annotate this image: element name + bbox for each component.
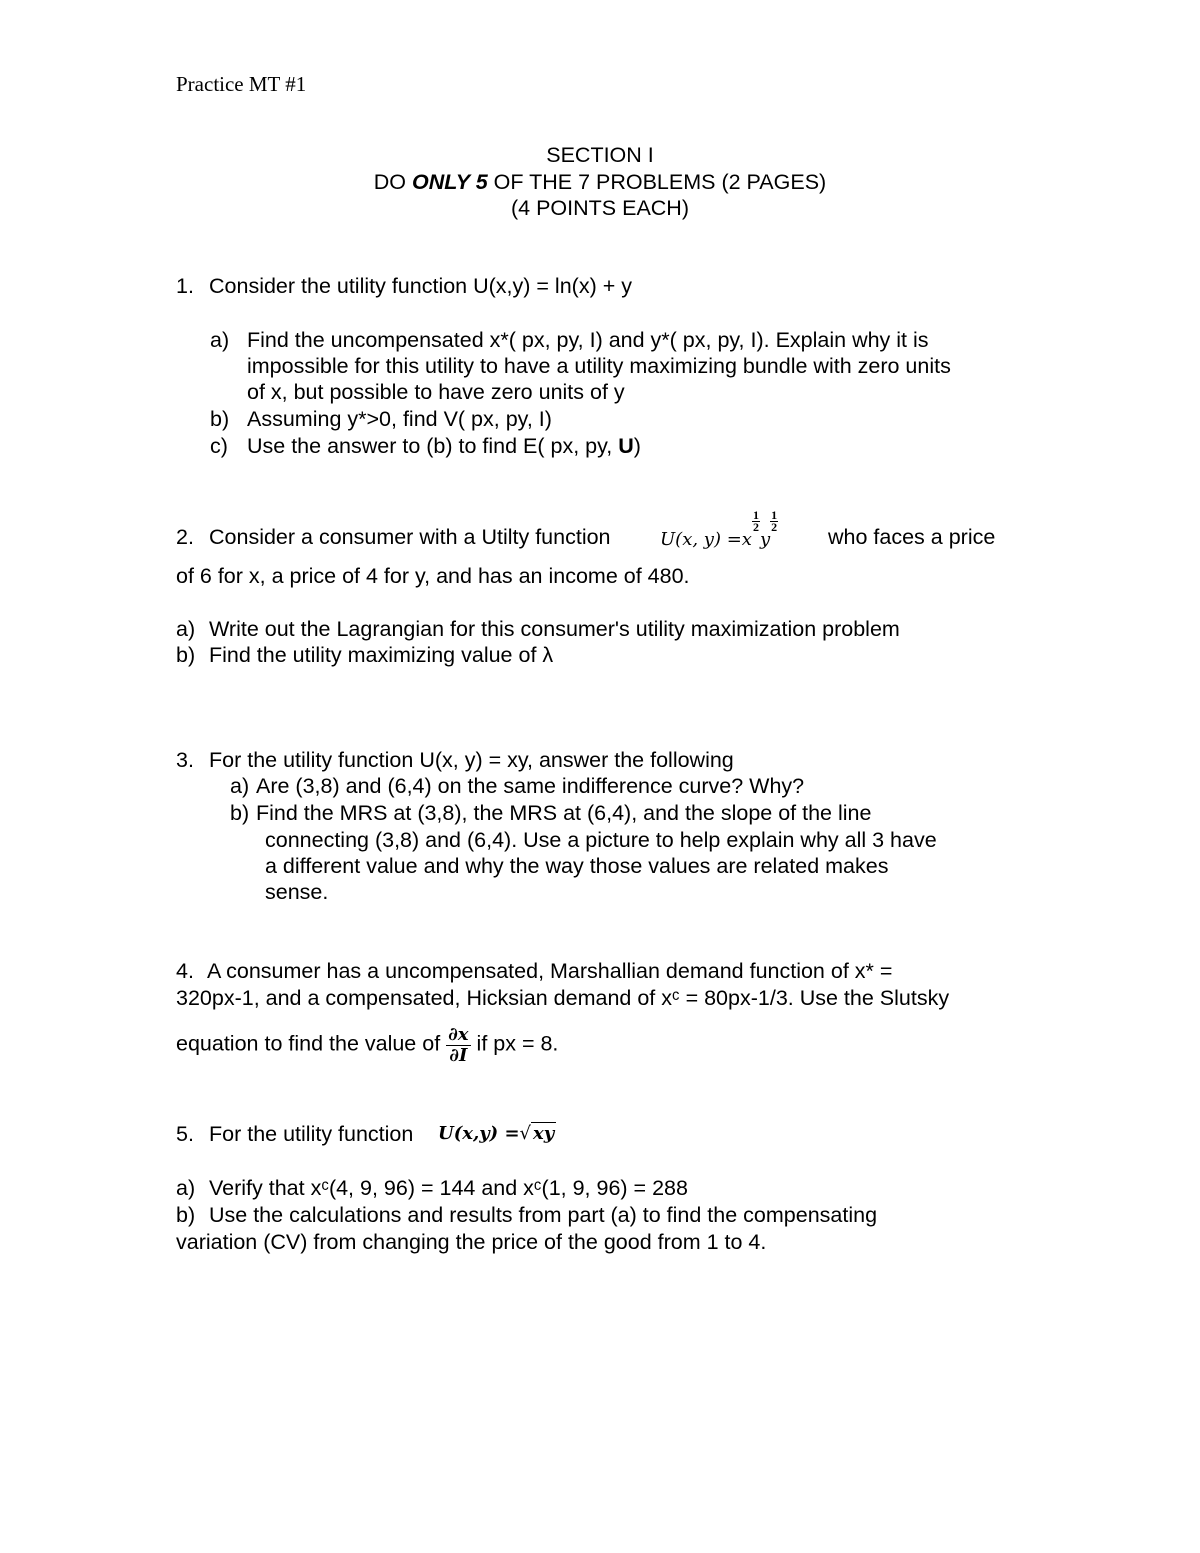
problem-1b-label: b): [210, 407, 230, 431]
problem-3a-text: Are (3,8) and (6,4) on the same indifference curve? Why?: [256, 774, 805, 798]
problem-5b-line1: Use the calculations and results from part (a) to find the compensating: [209, 1203, 878, 1227]
instr-pre: DO: [373, 170, 413, 194]
instr-post: OF THE 7 PROBLEMS (2 PAGES): [487, 170, 827, 194]
problem-2a-label: a): [176, 617, 196, 641]
problem-1-text: Consider the utility function U(x,y) = ln(x) + y: [209, 274, 632, 298]
problem-2-text: Consider a consumer with a Utilty function: [209, 525, 611, 549]
problem-1c-bold: U: [618, 434, 634, 458]
problem-1a-line1: Find the uncompensated x*( px, py, I) and y*( px, py, I). Explain why it is: [247, 328, 929, 352]
problem-2a: [176, 616, 900, 643]
problem-5b-line2: variation (CV) from changing the price of the good from 1 to 4.: [176, 1230, 767, 1254]
formula-radicand: xy: [533, 1123, 555, 1144]
problem-4-line1: [176, 958, 892, 985]
problem-2-stem: [176, 524, 611, 551]
problem-3-text: For the utility function U(x, y) = xy, answer the following: [209, 748, 734, 772]
problem-3b: [230, 800, 871, 827]
problem-3-stem: [176, 747, 734, 774]
problem-5-formula: U(x,y) =√ xy: [438, 1123, 555, 1144]
section-points: (4 POINTS EACH): [511, 196, 689, 220]
problem-5b-label: b): [176, 1203, 196, 1227]
section-instructions: [0, 169, 1200, 196]
problem-4-text3-post: if px = 8.: [476, 1031, 559, 1056]
problem-5-stem: [176, 1121, 413, 1148]
problem-4-line3: [176, 1026, 558, 1064]
problem-2-formula: U(x, y) =x $\frac{1}{2}$ y $\frac{1}{2}$: [660, 508, 778, 550]
document-header: Practice MT #1: [176, 72, 307, 96]
problem-2-number: 2.: [176, 525, 194, 549]
fraction-denominator: ∂I: [449, 1045, 468, 1066]
problem-2a-text: Write out the Lagrangian for this consumer's utility maximization problem: [209, 617, 900, 641]
problem-1c-text: Use the answer to (b) to find E( px, py,: [247, 434, 619, 458]
problem-1a-line3: of x, but possible to have zero units of y: [247, 380, 625, 404]
problem-3-number: 3.: [176, 748, 194, 772]
problem-4-line2: 320px-1, and a compensated, Hicksian demand of xᶜ = 80px-1/3. Use the Slutsky: [176, 986, 950, 1010]
problem-2b-text: Find the utility maximizing value of λ: [209, 643, 554, 667]
problem-5a: [176, 1175, 688, 1202]
fraction-numerator: ∂x: [448, 1024, 469, 1045]
problem-2b-label: b): [176, 643, 196, 667]
problem-4-text3: equation to find the value of: [176, 1031, 441, 1056]
problem-4-text1: A consumer has a uncompensated, Marshallian demand function of x* =: [207, 959, 893, 983]
problem-3b-line4: sense.: [265, 880, 329, 904]
problem-2-line2: of 6 for x, a price of 4 for y, and has an income of 480.: [176, 564, 690, 588]
problem-3b-label: b): [230, 801, 250, 825]
problem-1c-close: ): [633, 434, 641, 458]
problem-1c: [210, 433, 641, 460]
problem-4-number: 4.: [176, 959, 194, 983]
problem-5a-label: a): [176, 1176, 196, 1200]
problem-2-text-cont: who faces a price: [828, 525, 996, 549]
problem-3b-line1: Find the MRS at (3,8), the MRS at (6,4), and the slope of the line: [256, 801, 872, 825]
instr-emphasis: ONLY 5: [412, 170, 488, 194]
problem-1b-text: Assuming y*>0, find V( px, py, I): [247, 407, 552, 431]
partial-derivative-fraction: [446, 1026, 470, 1064]
problem-1a-line2: impossible for this utility to have a utility maximizing bundle with zero units: [247, 354, 951, 378]
problem-1a-label: a): [210, 328, 230, 352]
problem-1-stem: [176, 273, 632, 300]
problem-3b-line3: a different value and why the way those values are related makes: [265, 854, 889, 878]
problem-3a-label: a): [230, 774, 250, 798]
problem-1c-label: c): [210, 434, 228, 458]
problem-1-number: 1.: [176, 274, 194, 298]
problem-5b: [176, 1202, 877, 1229]
problem-5a-text: Verify that xᶜ(4, 9, 96) = 144 and xᶜ(1, 9, 96) = 288: [209, 1176, 688, 1200]
formula-lhs: U(x,y) =: [438, 1123, 520, 1144]
problem-3a: [230, 773, 804, 800]
section-title: SECTION I: [546, 143, 654, 167]
problem-1a: [210, 327, 929, 354]
problem-5-text: For the utility function: [209, 1122, 414, 1146]
problem-3b-line2: connecting (3,8) and (6,4). Use a picture to help explain why all 3 have: [265, 828, 937, 852]
problem-2b: [176, 642, 553, 669]
problem-1b: [210, 406, 552, 433]
problem-5-number: 5.: [176, 1122, 194, 1146]
